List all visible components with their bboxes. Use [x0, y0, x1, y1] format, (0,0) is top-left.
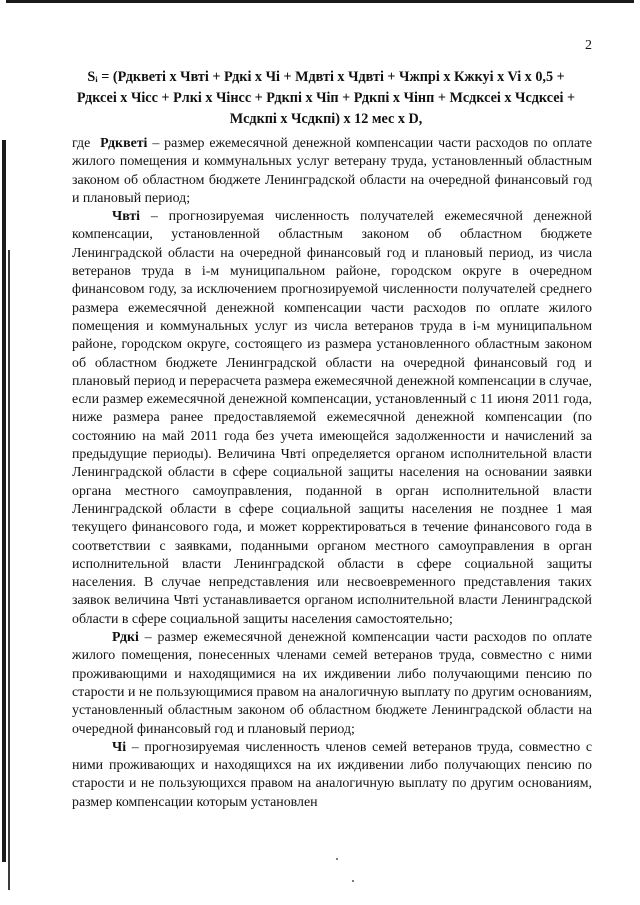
definition-term: Рдкi	[112, 630, 139, 646]
scan-border-left	[2, 140, 6, 862]
document-body	[72, 135, 592, 812]
scan-speck	[352, 880, 354, 882]
definition-text: – размер ежемесячной денежной компенсации части расходов по оплате жилого помещения, понесенных членами семей ветеранов труда, совместно с ними проживающими и находящимися на их иждивении либо получающими пенсию по старости и не пользующимися правом на аналогичную выплату по другим основаниям, установленный областным законом об областном бюджете Ленинградской области на очередной финансовый год и плановый период;	[72, 630, 592, 737]
formula-block	[70, 67, 582, 130]
scan-speck	[336, 858, 338, 860]
definition-paragraph	[72, 739, 592, 812]
definition-text: – размер ежемесячной денежной компенсации части расходов по оплате жилого помещения и коммунальных услуг ветерану труда, установленный областным законом об областном бюджете Ленинградской области на очередной финансовый год и плановый период;	[72, 136, 592, 206]
definition-term: Рдкветi	[100, 136, 148, 151]
formula-line-3: Мсдкпi x Чсдкпi) x 12 мес x D,	[229, 111, 423, 127]
definition-text: – прогнозируемая численность получателей ежемесячной денежной компенсации, установленной областным законом об областном бюджете Ленинградской области на очередной финансовый год и плановый период, из числа ветеранов труда в i-м муниципальном районе, городском округе в очередном финансовом году, за исключением прогнозируемой численности получателей среднего размера ежемесячной денежной компенсации части расходов по оплате жилого помещения и коммунальных услуг из числа ветеранов труда в i-м муниципальном районе, городском округе, состоящего из размера установленного областным законом об областном бюджете Ленинградской области на очередной финансовый год и плановый период и перерасчета размера ежемесячной денежной компенсации в случае, если размер ежемесячной денежной компенсации, установленный с 11 июня 2011 года, ниже размера ранее предоставляемой ежемесячной денежной компенсации (по состоянию на май 2011 года без учета имеющейся задолженности и начислений за предыдущие периоды). Величина Чвтi определяется органом исполнительной власти Ленинградской области в сфере социальной защиты населения на основании заявки органа местного самоуправления, поданной в орган исполнительной власти Ленинградской области в сфере социальной защиты населения не позднее 1 мая текущего финансового года, и может корректироваться в течение финансового года в соответствии с заявками, поданными органом местного самоуправления в орган исполнительной власти Ленинградской области в сфере социальной защиты населения. В случае непредставления или несвоевременного представления таких заявок величина Чвтi устанавливается органом исполнительной власти Ленинградской области в сфере социальной защиты населения самостоятельно;	[72, 209, 592, 627]
definition-term: Чi	[112, 739, 127, 755]
formula-line-2: Рдксеi x Чiсс + Рлкi x Чiнсс + Рдкпi x Чiп + Рдкпi x Чiнп + Мсдксеi x Чсдксеi +	[76, 90, 576, 106]
page-number: 2	[585, 38, 592, 53]
definition-lead: где	[72, 136, 91, 151]
scan-border-top	[6, 0, 634, 3]
definition-paragraph	[72, 135, 592, 208]
definition-text: – прогнозируемая численность членов семей ветеранов труда, совместно с ними проживающих и находящихся на их иждивении либо получающих пенсию по старости и не пользующихся правом на аналогичную выплату по другим основаниям, размер компенсации которым установлен	[72, 739, 592, 810]
definition-paragraph	[72, 629, 592, 739]
scan-border-left-inner	[8, 250, 10, 890]
definition-term: Чвтi	[112, 209, 141, 225]
definition-paragraph	[72, 208, 592, 629]
formula-line-1: Sᵢ = (Рдкветi x Чвтi + Рдкi x Чi + Мдвтi x Чдвтi + Чжпрi x Кжкуi x Vi x 0,5 +	[87, 69, 565, 85]
